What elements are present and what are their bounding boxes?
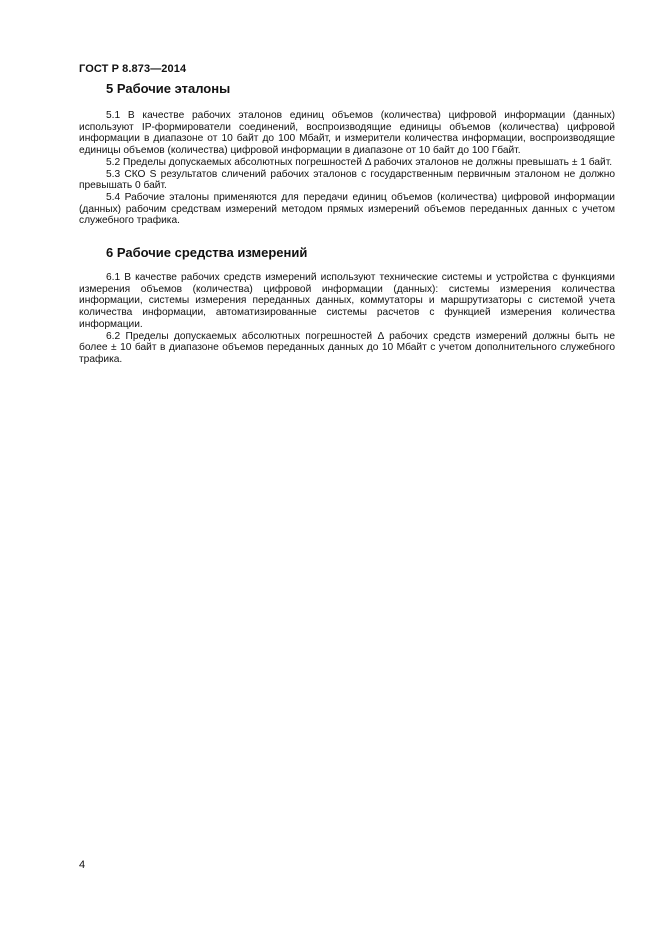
section-working-measuring-instruments bbox=[79, 244, 615, 366]
section-5-heading: 5 Рабочие эталоны bbox=[106, 81, 231, 96]
paragraph-5-2: 5.2 Пределы допускаемых абсолютных погрешностей Δ рабочих эталонов не должны превышать ± 1 байт. bbox=[106, 156, 613, 168]
page-content bbox=[79, 80, 615, 366]
document-code-header: ГОСТ Р 8.873—2014 bbox=[79, 63, 187, 75]
paragraph-5-4: 5.4 Рабочие эталоны применяются для передачи единиц объемов (количества) цифровой информации (данных) рабочим средствам измерений методом прямых измерений объемов переданных данных с учетом служебного трафика. bbox=[79, 191, 615, 227]
paragraph-5-3: 5.3 СКО S результатов сличений рабочих эталонов с государственным первичным эталоном не должно превышать 0 байт. bbox=[79, 168, 615, 192]
section-working-standards bbox=[79, 80, 615, 227]
paragraph-6-2: 6.2 Пределы допускаемых абсолютных погрешностей Δ рабочих средств измерений должны быть не более ± 10 байт в диапазоне объемов переданных данных до 10 Мбайт с учетом дополнительного служебного трафика. bbox=[79, 330, 615, 365]
section-6-heading: 6 Рабочие средства измерений bbox=[106, 245, 308, 261]
paragraph-6-1: 6.1 В качестве рабочих средств измерений используют технические системы и устройства с функциями измерения объемов (количества) цифровой информации (данных): системы измерения количества информации, системы измерения переданных данных, коммутаторы и маршрутизаторы с системой учета количества информации, автоматизированные системы расчетов с функцией измерения количества информации. bbox=[79, 272, 615, 330]
paragraph-5-1: 5.1 В качестве рабочих эталонов единиц объемов (количества) цифровой информации (данных) используют IP-формирователи соединений, воспроизводящие единицы объемов (количества) цифровой информации в диапазоне от 10 байт до 100 Мбайт, и измерители количества информации, воспроизводящие единицы объемов (количества) цифровой информации в диапазоне от 10 байт до 100 Гбайт. bbox=[79, 110, 615, 157]
page-number: 4 bbox=[79, 859, 86, 871]
